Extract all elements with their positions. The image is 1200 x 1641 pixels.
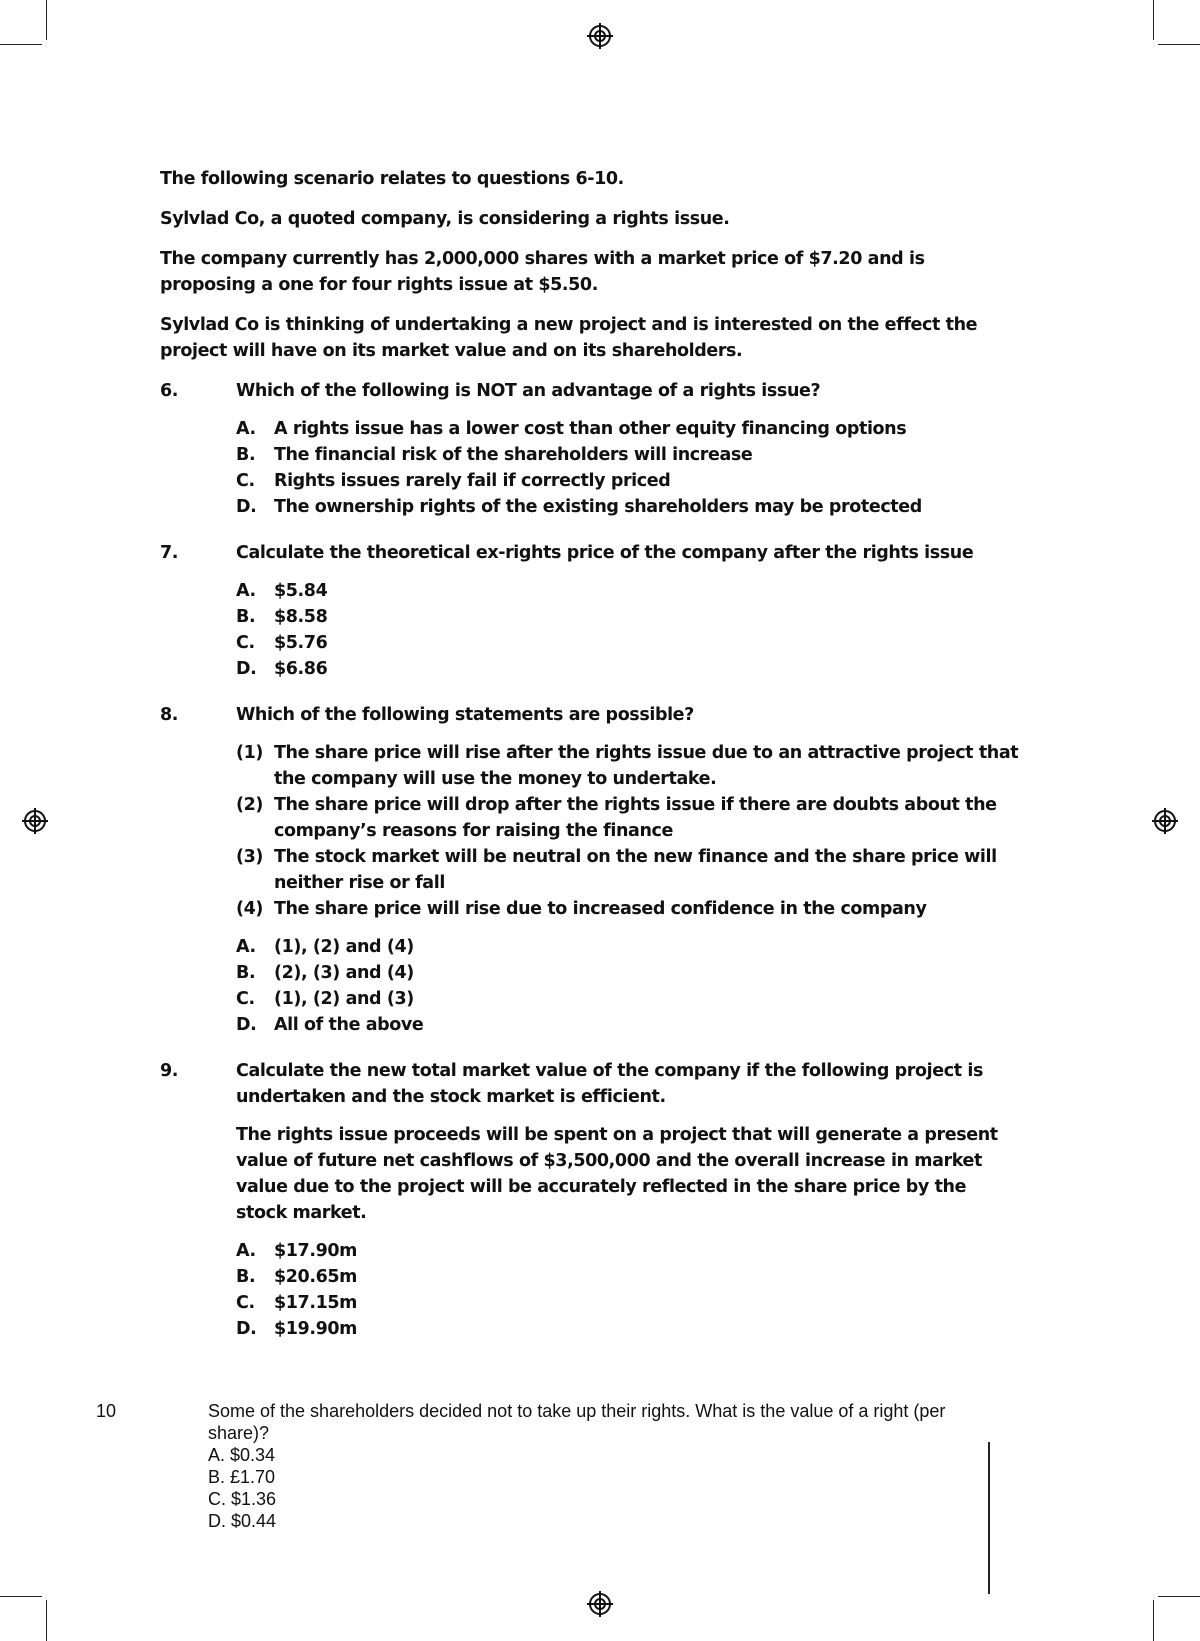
question-8 (160, 702, 1020, 1038)
question-text: Calculate the theoretical ex-rights price of the company after the rights issue (236, 543, 974, 563)
scenario-paragraph: Sylvlad Co is thinking of undertaking a new project and is interested on the effect the project will have on its market value and on its shareholders. (160, 315, 978, 361)
registration-mark-icon (587, 1591, 613, 1617)
option-text: $5.76 (274, 633, 328, 653)
option-text: $6.86 (274, 659, 328, 679)
option-label: C. (236, 989, 255, 1009)
answer-option[interactable] (236, 442, 1020, 468)
crop-mark (1153, 0, 1154, 40)
scenario-paragraph: Sylvlad Co, a quoted company, is considering a rights issue. (160, 209, 730, 229)
question-text: Which of the following is NOT an advantage of a rights issue? (236, 381, 821, 401)
option-label: A. (236, 1241, 256, 1261)
answer-option[interactable] (236, 416, 1020, 442)
answer-option[interactable] (236, 960, 1020, 986)
option-text: (1), (2) and (4) (274, 937, 414, 957)
option-label: D. (236, 659, 257, 679)
answer-option[interactable] (236, 468, 1020, 494)
answer-option[interactable] (236, 1290, 1020, 1316)
question-number: 8. (160, 705, 179, 725)
statement-text: The share price will rise due to increased confidence in the company (274, 899, 927, 919)
option-text: A rights issue has a lower cost than other equity financing options (274, 419, 907, 439)
question-6 (160, 378, 1020, 520)
crop-mark (46, 1600, 47, 1641)
crop-mark (0, 44, 42, 45)
question-number: 10 (96, 1401, 117, 1421)
question-number: 7. (160, 543, 179, 563)
statement-label: (4) (236, 899, 263, 919)
statement-text: The stock market will be neutral on the new finance and the share price will neither rise or fall (274, 847, 997, 893)
option-text: $19.90m (274, 1319, 357, 1339)
answer-options (236, 934, 1020, 1038)
option-label: A. (236, 419, 256, 439)
page-content (160, 166, 1020, 1362)
answer-options (236, 1238, 1020, 1342)
statement-label: (1) (236, 743, 263, 763)
question-7 (160, 540, 1020, 682)
question-text: Some of the shareholders decided not to take up their rights. What is the value of a right (per share)? (208, 1401, 946, 1443)
answer-option[interactable] (236, 1238, 1020, 1264)
statement-item (236, 740, 1020, 792)
option-label: B. (236, 607, 256, 627)
option-text: All of the above (274, 1015, 424, 1035)
scenario-paragraph: The company currently has 2,000,000 shares with a market price of $7.20 and is proposing a one for four rights issue at $5.50. (160, 249, 925, 295)
option-text: $8.58 (274, 607, 328, 627)
answer-option[interactable]: A. $0.34 (208, 1445, 276, 1465)
answer-option[interactable]: C. $1.36 (208, 1489, 277, 1509)
option-text: The financial risk of the shareholders will increase (274, 445, 753, 465)
answer-option[interactable] (236, 1264, 1020, 1290)
vertical-rule (988, 1442, 990, 1594)
statement-list (236, 740, 1020, 922)
registration-mark-icon (1152, 808, 1178, 834)
statement-item (236, 844, 1020, 896)
statement-label: (2) (236, 795, 263, 815)
registration-mark-icon (22, 808, 48, 834)
question-number: 6. (160, 381, 179, 401)
answer-option[interactable] (236, 1012, 1020, 1038)
question-number: 9. (160, 1061, 179, 1081)
option-label: C. (236, 633, 255, 653)
answer-option[interactable] (236, 578, 1020, 604)
option-label: A. (236, 581, 256, 601)
answer-options (236, 416, 1020, 520)
question-9 (160, 1058, 1020, 1342)
statement-item (236, 792, 1020, 844)
option-label: B. (236, 963, 256, 983)
answer-option[interactable] (236, 656, 1020, 682)
crop-mark (1158, 1596, 1200, 1597)
crop-mark (46, 0, 47, 40)
option-label: D. (236, 1319, 257, 1339)
answer-option[interactable]: D. $0.44 (208, 1511, 277, 1531)
option-text: The ownership rights of the existing shareholders may be protected (274, 497, 922, 517)
registration-mark-icon (587, 23, 613, 49)
statement-item (236, 896, 1020, 922)
question-text: Which of the following statements are possible? (236, 705, 694, 725)
answer-option[interactable] (236, 630, 1020, 656)
option-label: C. (236, 471, 255, 491)
option-text: $17.90m (274, 1241, 357, 1261)
option-text: (1), (2) and (3) (274, 989, 414, 1009)
statement-text: The share price will drop after the rights issue if there are doubts about the company’s reasons for raising the finance (274, 795, 997, 841)
answer-option[interactable] (236, 986, 1020, 1012)
question-detail: The rights issue proceeds will be spent on a project that will generate a present value of future net cashflows of $3,500,000 and the overall increase in market value due to the project will be accurately reflected in the share price by the stock market. (236, 1125, 998, 1223)
answer-options (236, 578, 1020, 682)
answer-option[interactable] (236, 494, 1020, 520)
scenario-heading: The following scenario relates to questions 6-10. (160, 169, 624, 189)
option-text: (2), (3) and (4) (274, 963, 414, 983)
statement-text: The share price will rise after the rights issue due to an attractive project that the company will use the money to undertake. (274, 743, 1019, 789)
option-label: A. (236, 937, 256, 957)
option-text: $5.84 (274, 581, 328, 601)
question-text: Calculate the new total market value of the company if the following project is undertaken and the stock market is efficient. (236, 1061, 983, 1107)
crop-mark (1153, 1600, 1154, 1641)
option-text: Rights issues rarely fail if correctly priced (274, 471, 671, 491)
option-label: B. (236, 1267, 256, 1287)
answer-option[interactable] (236, 1316, 1020, 1342)
option-text: $20.65m (274, 1267, 357, 1287)
answer-option[interactable] (236, 934, 1020, 960)
option-label: D. (236, 1015, 257, 1035)
option-label: C. (236, 1293, 255, 1313)
question-10 (96, 1400, 956, 1532)
crop-mark (1158, 44, 1200, 45)
option-label: D. (236, 497, 257, 517)
option-label: B. (236, 445, 256, 465)
statement-label: (3) (236, 847, 263, 867)
answer-option[interactable] (236, 604, 1020, 630)
crop-mark (0, 1596, 42, 1597)
option-text: $17.15m (274, 1293, 357, 1313)
answer-option[interactable]: B. £1.70 (208, 1467, 276, 1487)
